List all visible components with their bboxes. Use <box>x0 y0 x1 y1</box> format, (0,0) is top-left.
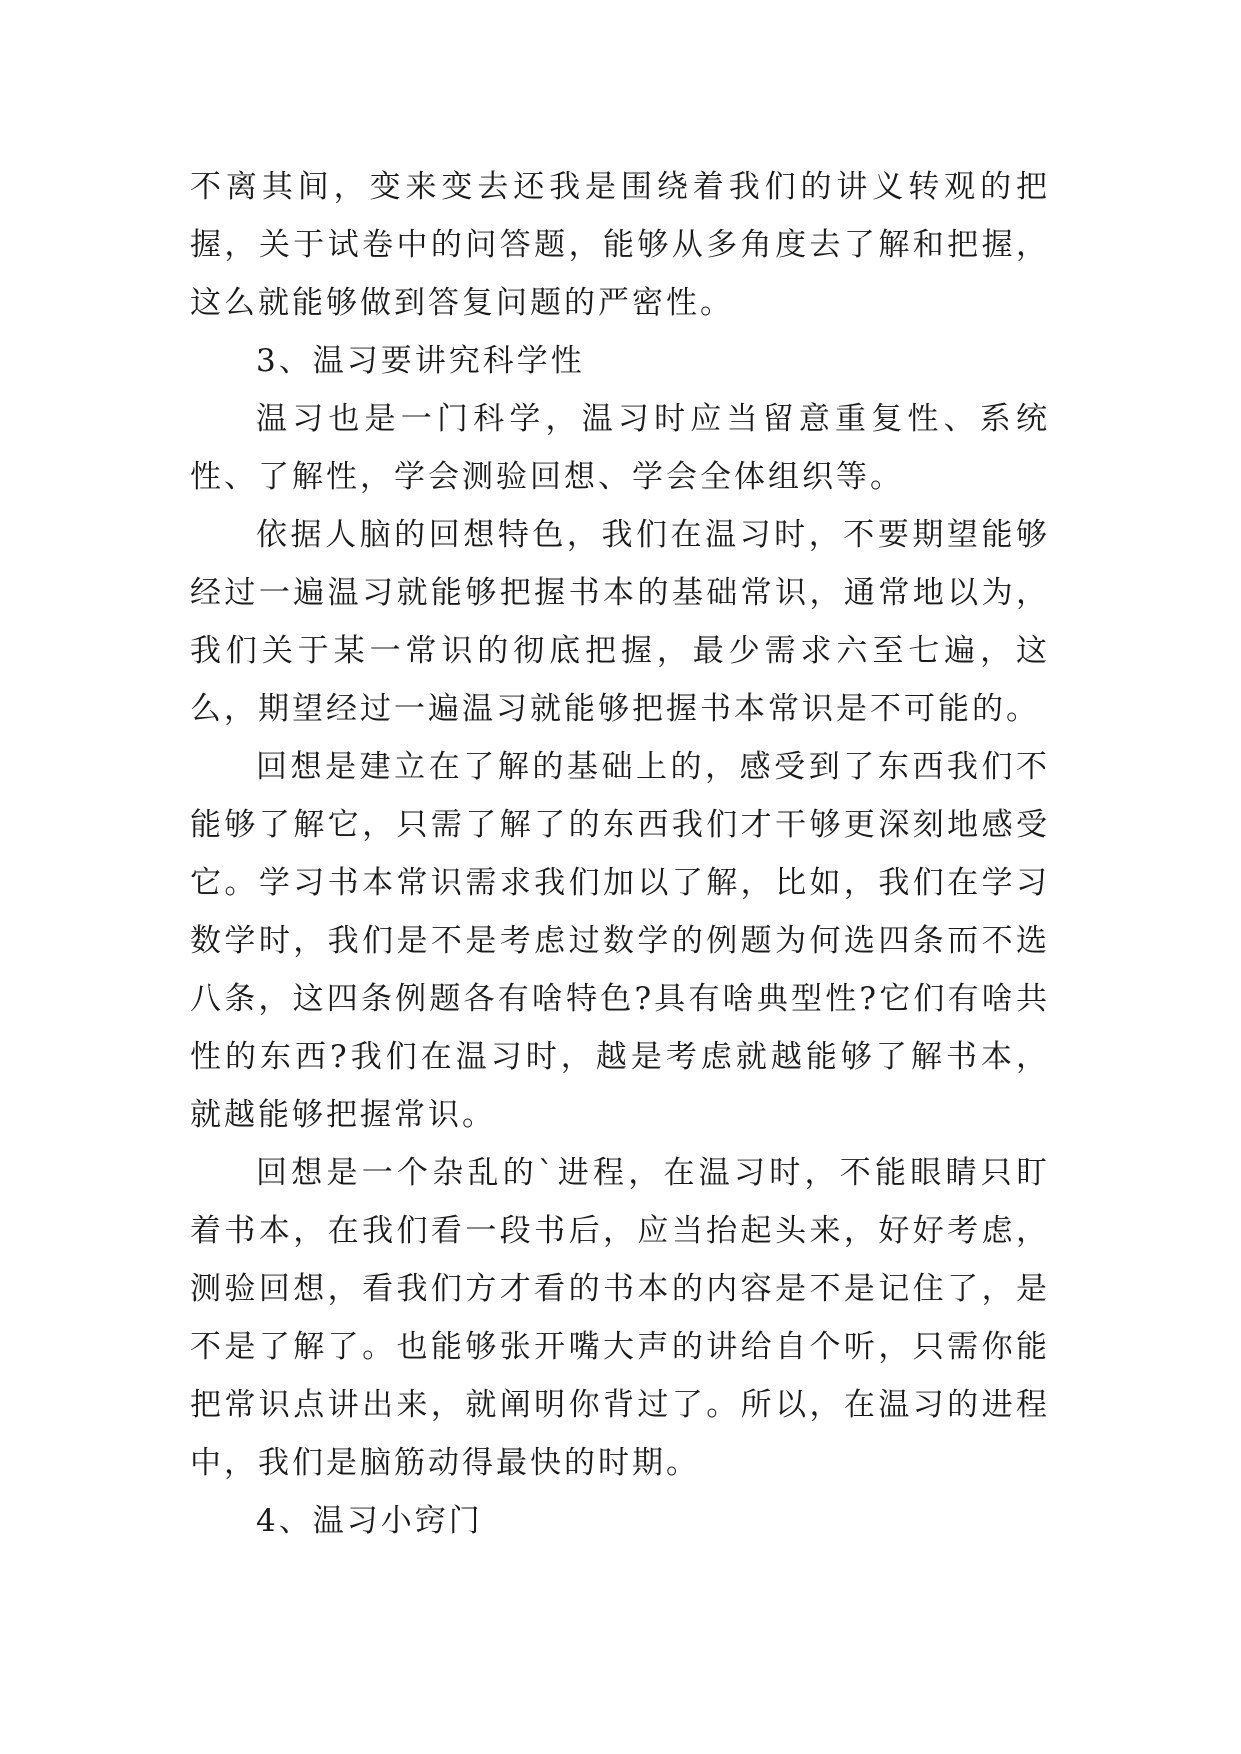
section-heading-3: 3、温习要讲究科学性 <box>256 343 585 379</box>
paragraph-continued: 不离其间，变来变去还我是围绕着我们的讲义转观的把握，关于试卷中的问答题，能够从多角度去了解和把握，这么就能够做到答复问题的严密性。 <box>190 169 1050 321</box>
document-body <box>190 158 1050 1550</box>
paragraph: 回想是建立在了解的基础上的，感受到了东西我们不能够了解它，只需了解了的东西我们才干够更深刻地感受它。学习书本常识需求我们加以了解，比如，我们在学习数学时，我们是不是考虑过数学的例题为何选四条而不选八条，这四条例题各有啥特色?具有啥典型性?它们有啥共性的东西?我们在温习时，越是考虑就越能够了解书本，就越能够把握常识。 <box>190 749 1050 1133</box>
paragraph: 温习也是一门科学，温习时应当留意重复性、系统性、了解性，学会测验回想、学会全体组织等。 <box>190 401 1050 495</box>
section-heading-4: 4、温习小窍门 <box>256 1503 483 1539</box>
paragraph: 回想是一个杂乱的`进程，在温习时，不能眼睛只盯着书本，在我们看一段书后，应当抬起头来，好好考虑，测验回想，看我们方才看的书本的内容是不是记住了，是不是了解了。也能够张开嘴大声的讲给自个听，只需你能把常识点讲出来，就阐明你背过了。所以，在温习的进程中，我们是脑筋动得最快的时期。 <box>190 1155 1050 1481</box>
paragraph: 依据人脑的回想特色，我们在温习时，不要期望能够经过一遍温习就能够把握书本的基础常识，通常地以为，我们关于某一常识的彻底把握，最少需求六至七遍，这么，期望经过一遍温习就能够把握书本常识是不可能的。 <box>190 517 1050 727</box>
